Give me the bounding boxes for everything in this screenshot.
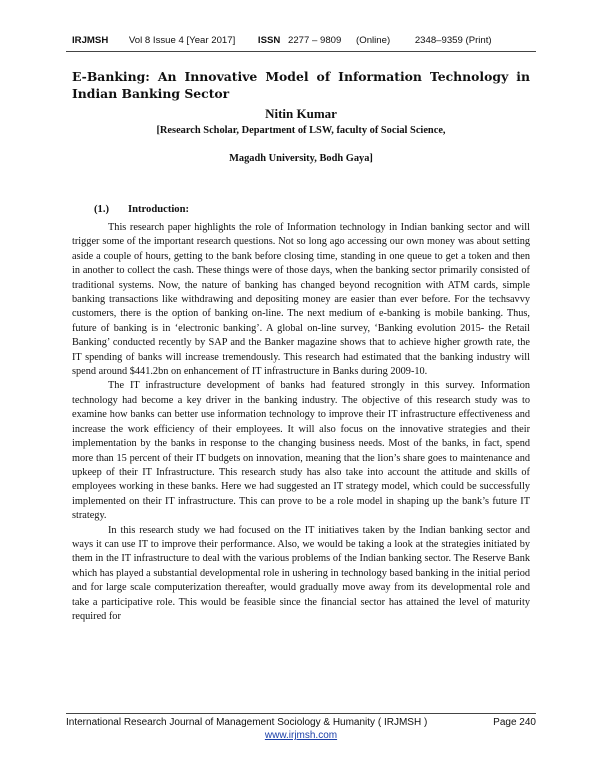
- issn-online: 2277 – 9809: [288, 35, 342, 46]
- issn-print: 2348–9359 (Print): [414, 35, 492, 46]
- section-number: (1.): [94, 204, 110, 215]
- section-heading: [94, 204, 189, 215]
- footer-journal-name: International Research Journal of Management Sociology & Humanity ( IRJMSH ): [66, 717, 428, 728]
- paper-title: E-Banking: An Innovative Model of Information Technology in Indian Banking Sector: [72, 69, 530, 101]
- body-text: [72, 221, 530, 624]
- page-number: Page 240: [493, 717, 536, 728]
- header-divider: [66, 51, 536, 52]
- journal-abbreviation: IRJMSH: [72, 35, 109, 46]
- running-header: [72, 35, 532, 46]
- footer-divider: [66, 713, 536, 714]
- paragraph: This research paper highlights the role of Information technology in Indian banking sector and will trigger some of the important research questions. Not so long ago accessing our own money was about setting aside a couple of hours, getting to the bank before closing time, standing in one queue to get a token and then in another to collect the cash. These things were of those days, when the banking sector primarily consisted of traditional systems. Now, the nature of banking has changed beyond recognition with ATM cards, simple banking transactions like withdrawing and depositing money are easier than ever before. For the techsavvy customers, there is the option of banking on-line. The next medium of e-banking is mobile banking. Thus, future of banking is in ‘electronic banking’. A global on-line survey, ‘Banking evolution 2015- the Retail Banking’ conducted recently by SAP and the Banker magazine shows that to achieve higher growth rate, the IT spending of banks will increase tremendously. This research had estimated that the banking industry will spend around $441.2bn on enhancement of IT infrastructure in Banks during 2009-10.: [72, 222, 530, 378]
- paragraph: In this research study we had focused on the IT initiatives taken by the Indian banking sector and ways it can use IT to improve their performance. Also, we would be taking a look at the strategies initiated by them in the IT infrastructure to deal with the various problems of the Indian banking sector. The Reserve Bank which has played a substantial developmental role in ushering in technology based banking in the initial period and for large scale computerization thereafter, would gradually move away from its developmental role and take a participative role. This would be feasible since the financial sector has attained the level of maturity required for: [72, 524, 530, 622]
- issn-label: ISSN: [257, 35, 281, 46]
- volume-issue: Vol 8 Issue 4 [Year 2017]: [128, 35, 236, 46]
- running-footer: [66, 717, 536, 728]
- affiliation-line-2: Magadh University, Bodh Gaya]: [229, 153, 373, 164]
- online-label: (Online): [356, 35, 391, 46]
- paragraph: The IT infrastructure development of banks had featured strongly in this survey. Information technology had become a key driver in the banking industry. The objective of this research study was to examine how banks can better use information technology to improve their IT infrastructure effectiveness and increase the work efficiency of their employees. It will also focus on the innovative strategies and their implementation by the banks in response to the changing business needs. Most of the banks, in fact, spend more than 15 percent of their IT budgets on innovation, meaning that the lion’s share goes to maintenance and upkeep of their IT Infrastructure. This research study has also take into account the attitude and skills of employees working in these banks. Here we had suggested an IT strategy model, which could be successfully implemented on their IT infrastructure. This can prove to be a role model in shaping up the bank’s future IT strategy.: [72, 380, 530, 522]
- affiliation-line-1: [Research Scholar, Department of LSW, faculty of Social Science,: [156, 125, 446, 136]
- section-title: Introduction:: [128, 204, 190, 215]
- author-name: Nitin Kumar: [265, 106, 337, 121]
- journal-website-link[interactable]: www.irjmsh.com: [264, 730, 338, 741]
